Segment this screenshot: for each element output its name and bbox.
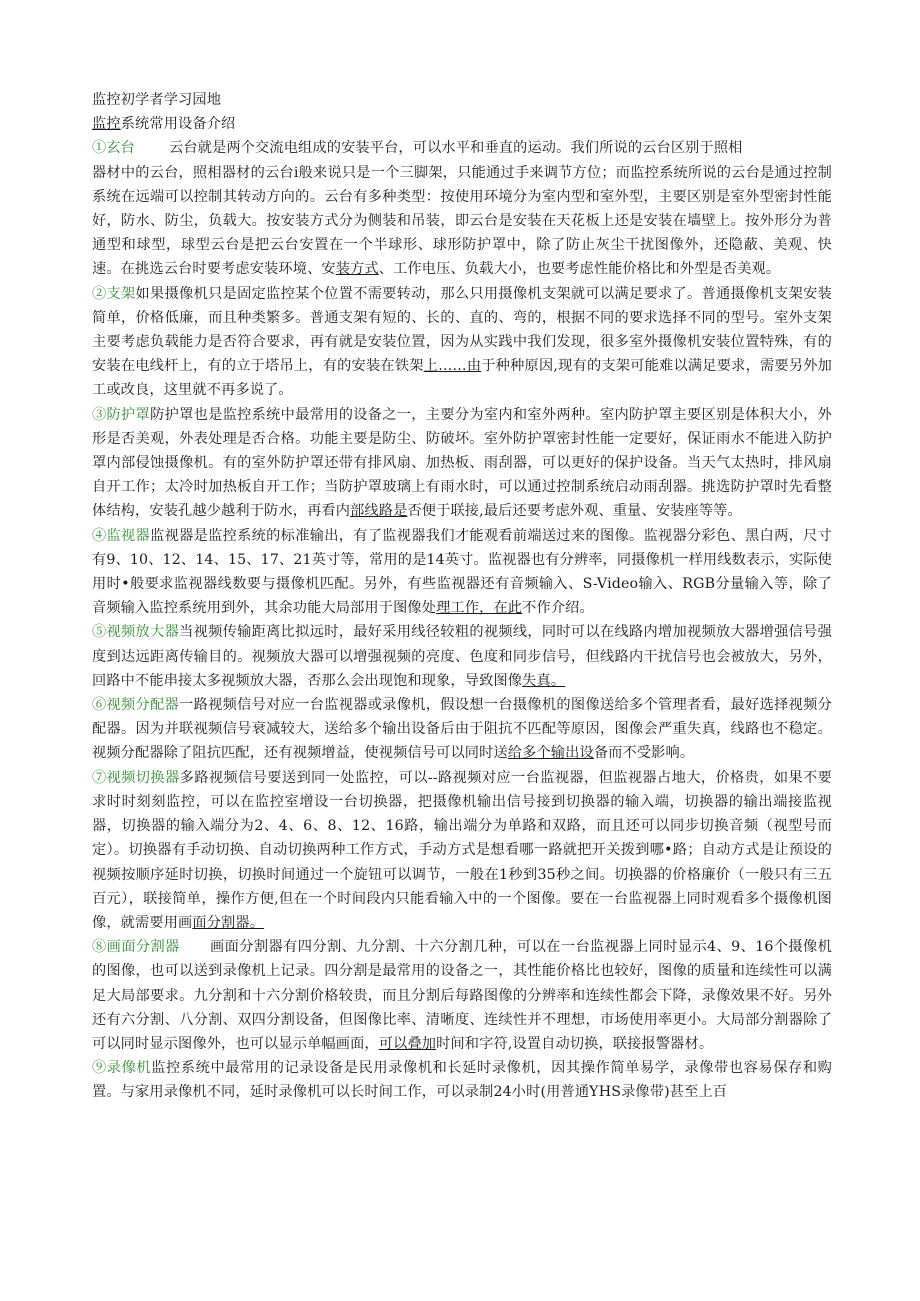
section-jianshiqi [92, 524, 832, 621]
document-page [92, 88, 832, 1105]
section-heading: ⑥视频分配器 [92, 697, 180, 714]
section-body: 多路视频信号要送到同一处监控，可以--路视频对应一台监视器，但监视器占地大，价格贵，如果不要求时时刻刻监控，可以在监控室增设一台切换器，把摄像机输出信号接到切换器的输入端，切换器的输出端接监视器，切换器的输入端分为2、4、6、8、12、16路，输出端分为单路和双路，而且还可以同步切换音频（视型号而定）。切换器有手动切换、自动切换两种工作方式，手动方式是想看哪一路就把开关拨到哪•路；自动方式是让预设的视频按顺序延时切换，切换时间通过一个旋钮可以调节，一般在1秒到35秒之间。切换器的价格廉价（一般只有三五百元），联接简单，操作方便,但在一个时间段内只能看输入中的一个图像。要在一台监视器上同时观看多个摄像机图像，就需要用画 [92, 769, 832, 931]
section-yuntai [92, 136, 832, 281]
section-body-end: 否便于联接,最后还要考虑外观、重量、安装座等等。 [407, 503, 742, 520]
section-heading: ⑤视频放大器 [92, 624, 180, 641]
underlined-text: 给多个输出设 [507, 745, 594, 762]
section-heading: ③防护罩 [92, 406, 151, 423]
underlined-text: 失真。 [522, 672, 566, 689]
document-subtitle [92, 112, 832, 136]
section-shipin-fenpeiqi [92, 693, 832, 766]
section-body: 当视频传输距离比拟远时，最好采用线径较粗的视频线，同时可以在线路内增加视频放大器增强信号强度到达远距离传输目的。视频放大器可以增强视频的亮度、色度和同步信号，但线路内干扰信号也会被放大，另外，回路中不能串接太多视频放大器，否那么会出现饱和现象，导致图像 [92, 624, 832, 689]
section-body: 监视器是监控系统的标准输出，有了监视器我们才能观看前端送过来的图像。监视器分彩色、黑白两，尺寸有9、10、12、14、15、17、21英寸等，常用的是14英寸。监视器也有分辨率，同摄像机一样用线数表示，实际使用时•般要求监视器线数要与摄像机匹配。另外，有些监视器还有音频输入、S-Video输入、RGB分量输入等，除了音频输入监控系统用到外，其余功能大局部用于图像处 [92, 527, 832, 617]
section-body: 一路视频信号对应一台监视器或录像机，假设想一台摄像机的图像送给多个管理者看，最好选择视频分配器。因为并联视频信号衰减较大，送给多个输出设备后由于阻抗不匹配等原因，图像会严重失真，线路也不稳定。视频分配器除了阻抗匹配，还有视频增益，使视频信号可以同时送 [92, 697, 832, 762]
underlined-text: 部线路是 [350, 503, 408, 520]
subtitle-rest: 系统常用设备介绍 [120, 116, 236, 133]
section-huamian-fengeqi [92, 935, 832, 1056]
underlined-text: 装方式 [335, 261, 379, 278]
section-fanghuzhao [92, 403, 832, 524]
document-title: 监控初学者学习园地 [92, 92, 222, 108]
underlined-text: 面分割器。 [192, 914, 265, 931]
section-body-end: 不作介绍。 [522, 600, 594, 617]
section-body: 画面分割器有四分割、九分割、十六分割几种，可以在一台监视器上同时显示4、9、16个摄像机的图像，也可以送到录像机上记录。四分割是最常用的设备之一，其性能价格比也较好，图像的质量和连续性可以满足大局部要求。九分割和十六分割价格较贵，而且分割后每路图像的分辨率和连续性都会下降，录像效果不好。另外还有六分割、八分割、双四分割设备，但图像比率、清晰度、连续性并不理想，市场使用率更小。大局部分割器除了可以同时显示图像外，也可以显示单幅画面， [92, 939, 832, 1052]
section-luxiangji [92, 1056, 832, 1104]
section-body: 防护罩也是监控系统中最常用的设备之一，主要分为室内和室外两种。室内防护罩主要区别是体积大小，外形是否美观，外表处理是否合格。功能主要是防尘、防破坏。室外防护罩密封性能一定要好，保证雨水不能进入防护罩内部侵蚀摄像机。有的室外防护罩还带有排风扇、加热板、雨刮器，可以更好的保护设备。当天气太热时，排风扇自开工作；太冷时加热板自开工作；当防护罩玻璃上有雨水时，可以通过控制系统启动雨刮器。挑选防护罩时先看整体结构，安装孔越少越利于防水，再看内 [92, 406, 832, 520]
section-body-cont: 器材中的云台，照相器材的云台i般来说只是一个三脚架，只能通过手来调节方位；而监控系统所说的云台是通过控制系统在远端可以控制其转动方向的。云台有多种类型：按使用环境分为室内型和室外型，主要区别是室外型密封性能好，防水、防尘，负载大。按安装方式分为侧装和吊装，即云台是安装在天花板上还是安装在墙壁上。按外形分为普通型和球型，球型云台是把云台安置在一个半球形、球形防护罩中，除了防止灰尘干扰图像外，还隐蔽、美观、快速。在挑选云台时要考虑安装环境、安 [92, 164, 832, 278]
section-body-end: 、工作电压、负载大小，也要考虑性能价格比和外型是否美观。 [378, 261, 781, 278]
section-shipin-fangdaqi [92, 620, 832, 693]
section-body-end: 于种种原因,现有的支架可能难以满足要求，需要另外加工或改良，这里就不再多说了。 [92, 358, 832, 399]
section-body-end: 备而不受影响。 [593, 745, 695, 762]
section-body: 如果摄像机只是固定监控某个位置不需要转动，那么只用摄像机支架就可以满足要求了。普通摄像机支架安装简单，价格低廉，而且种类繁多。普通支架有短的、长的、直的、弯的，根据不同的要求选择不同的型号。室外支架主要考虑负载能力是否符合要求，再有就是安装位置，因为从实践中我们发现，很多室外摄像机安装位置特殊，有的安装在电线杆上，有的立于塔吊上，有的安装在铁架 [92, 285, 832, 375]
subtitle-underlined: 监控 [92, 116, 121, 133]
section-body: 监控系统中最常用的记录设备是民用录像机和长延时录像机，因其操作简单易学，录像带也容易保存和购置。与家用录像机不同，延时录像机可以长时间工作，可以录制24小时(用普通YHS录像带)甚至上百 [92, 1060, 833, 1101]
section-heading: ⑧画面分割器 [92, 939, 180, 956]
section-heading: ④监视器 [92, 527, 151, 544]
section-body-end: 时间和字符,设置自动切换，联接报警器材。 [436, 1035, 714, 1052]
section-heading: ⑦视频切换器 [92, 769, 180, 786]
section-zhijia [92, 282, 832, 403]
section-shipin-qiehuanqi [92, 766, 832, 935]
section-heading: ①玄台 [92, 140, 136, 157]
section-heading: ⑨录像机 [92, 1060, 152, 1077]
underlined-text: 理工作，在此 [436, 600, 523, 617]
section-heading: ②支架 [92, 285, 136, 302]
section-body: 云台就是两个交流电组成的安装平台，可以水平和垂直的运动。我们所说的云台区别于照相 [169, 140, 743, 157]
underlined-text: 可以叠加 [378, 1035, 437, 1052]
underlined-text: 上……由 [423, 358, 482, 375]
